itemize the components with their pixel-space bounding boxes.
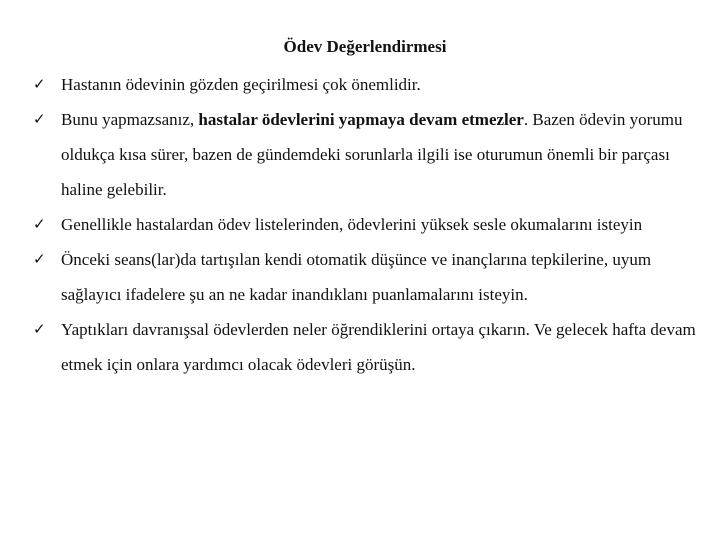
bullet-item — [33, 67, 703, 102]
bullet-item — [33, 102, 703, 207]
bullet-text: Yaptıkları davranışsal ödevlerden neler öğrendiklerini ortaya çıkarın. Ve gelecek hafta devam etmek için onlara yardımcı olacak ödevleri görüşün. — [61, 320, 696, 374]
bullet-text: Genellikle hastalardan ödev listelerinden, ödevlerini yüksek sesle okumalarını isteyin — [61, 215, 643, 234]
document-title: Ödev Değerlendirmesi — [283, 37, 447, 56]
bullet-text-emphasis: hastalar ödevlerini yapmaya devam etmezler — [198, 110, 524, 129]
check-icon: ✓ — [33, 320, 46, 338]
bullet-item — [33, 207, 703, 242]
bullet-text-start: Bunu yapmazsanız, — [61, 110, 199, 129]
bullet-text-end: . Bazen ödevin yorumu oldukça kısa sürer, bazen de gündemdeki sorunlarla ilgili ise oturumun önemli bir parçası haline gelebilir. — [61, 110, 683, 199]
check-icon: ✓ — [33, 75, 46, 93]
check-icon: ✓ — [33, 110, 46, 128]
bullet-list — [33, 67, 703, 382]
check-icon: ✓ — [33, 250, 46, 268]
bullet-item — [33, 242, 703, 312]
bullet-item — [33, 312, 703, 382]
bullet-text: Önceki seans(lar)da tartışılan kendi otomatik düşünce ve inançlarına tepkilerine, uyum sağlayıcı ifadelere şu an ne kadar inandıklanı puanlamalarını isteyin. — [61, 250, 652, 304]
bullet-text: Hastanın ödevinin gözden geçirilmesi çok önemlidir. — [61, 75, 421, 94]
check-icon: ✓ — [33, 215, 46, 233]
